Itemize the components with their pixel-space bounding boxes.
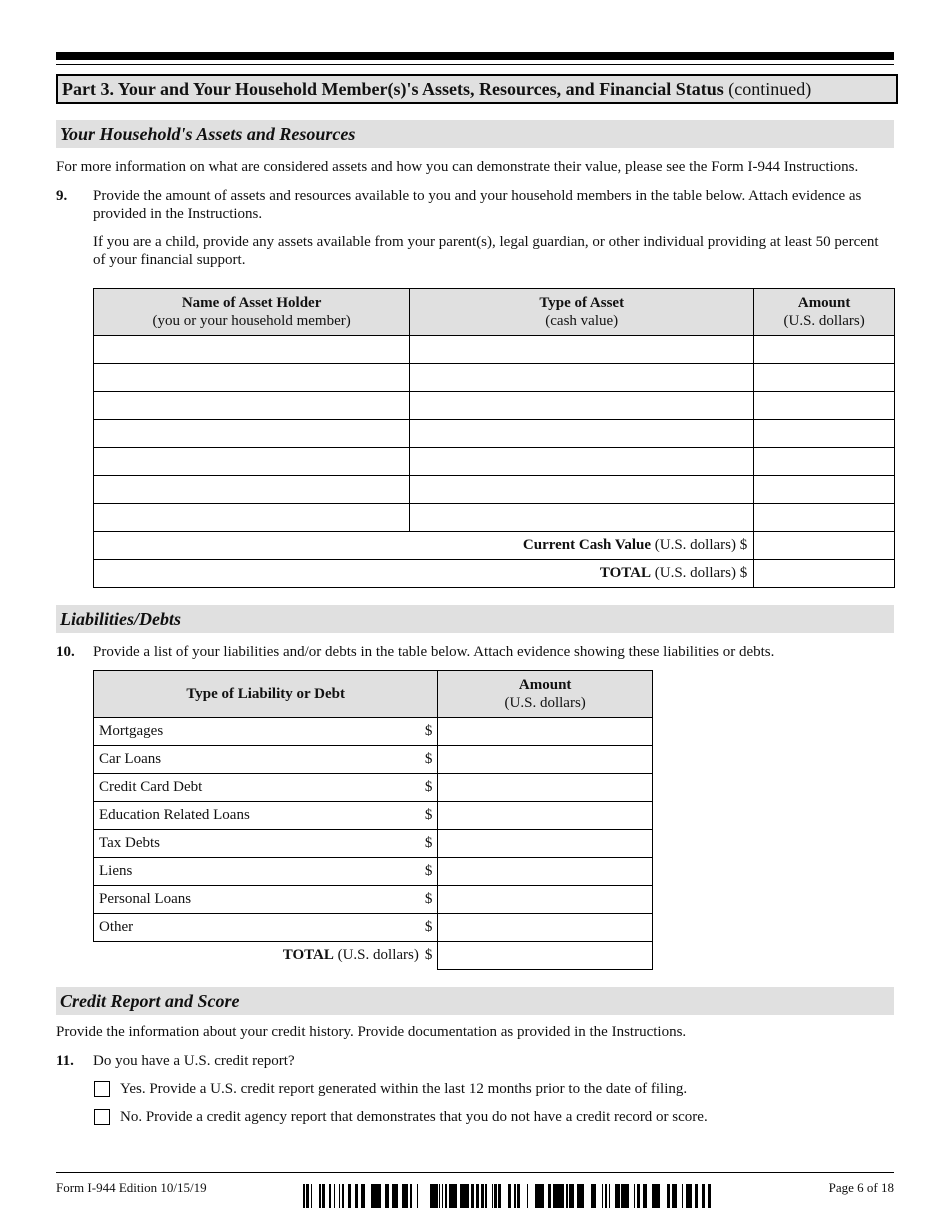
asset-type-input[interactable] [410,420,754,448]
liability-label: Personal Loans [99,891,192,907]
asset-holder-input[interactable] [94,504,410,532]
dollar-sign: $ [424,863,433,879]
asset-holder-input[interactable] [94,476,410,504]
page-number: Page 6 of 18 [828,1180,894,1195]
table-row [94,802,653,830]
asset-holder-input[interactable] [94,336,410,364]
asset-amount-input[interactable] [754,392,895,420]
asset-amount-input[interactable] [754,476,895,504]
liabilities-total-input[interactable] [438,942,653,970]
liability-label: Credit Card Debt [99,779,203,795]
liability-amount-input[interactable] [438,802,653,830]
table-row [94,746,653,774]
col-asset-holder: Name of Asset Holder (you or your household member) [94,289,410,336]
table-row [94,858,653,886]
current-cash-row [94,532,895,560]
asset-holder-input[interactable] [94,364,410,392]
asset-holder-input[interactable] [94,392,410,420]
asset-amount-input[interactable] [754,364,895,392]
liability-amount-input[interactable] [438,830,653,858]
col-asset-type: Type of Asset (cash value) [410,289,754,336]
dollar-sign: $ [424,807,433,823]
assets-total-input[interactable] [754,560,895,588]
table-row [94,886,653,914]
assets-total-label: TOTAL (U.S. dollars) $ [94,560,754,588]
table-row [94,420,895,448]
liability-label: Other [99,919,134,935]
dollar-sign: $ [424,835,433,851]
q10-text: Provide a list of your liabilities and/or debts in the table below. Attach evidence showing these liabilities or debts. [93,644,775,660]
liabilities-total-row [94,942,653,970]
liabilities-table [93,670,653,970]
q11-number: 11. [56,1053,74,1069]
top-rule-thin [56,64,894,65]
table-row [94,448,895,476]
part-header [56,74,898,104]
liability-label: Liens [99,863,133,879]
asset-type-input[interactable] [410,504,754,532]
table-row [94,392,895,420]
liability-amount-input[interactable] [438,746,653,774]
asset-amount-input[interactable] [754,420,895,448]
asset-amount-input[interactable] [754,504,895,532]
asset-holder-input[interactable] [94,420,410,448]
credit-intro: Provide the information about your credit history. Provide documentation as provided in the Instructions. [56,1024,687,1040]
q9-text: Provide the amount of assets and resources available to you and your household members in the table below. Attach evidence as provided in the Instructions. [93,188,862,222]
part-title-suffix: (continued) [723,79,812,99]
liability-amount-input[interactable] [438,774,653,802]
dollar-sign: $ [424,891,433,907]
asset-type-input[interactable] [410,364,754,392]
liabilities-total-label: TOTAL (U.S. dollars) $ [282,947,433,964]
dollar-sign: $ [424,723,433,739]
table-row [94,718,653,746]
no-option-label: No. Provide a credit agency report that demonstrates that you do not have a credit record or score. [120,1109,708,1125]
liability-label: Mortgages [99,723,164,739]
dollar-sign: $ [424,947,433,964]
liability-amount-input[interactable] [438,914,653,942]
table-row [94,476,895,504]
assets-section-title: Your Household's Assets and Resources [56,120,894,148]
dollar-sign: $ [424,751,433,767]
col-liability-type: Type of Liability or Debt [94,671,438,718]
liability-label: Education Related Loans [99,807,250,823]
yes-option-label: Yes. Provide a U.S. credit report generated within the last 12 months prior to the date of filing. [120,1081,688,1097]
dollar-sign: $ [424,779,433,795]
q9-child-text: If you are a child, provide any assets available from your parent(s), legal guardian, or other individual providing at least 50 percent of your financial support. [93,234,879,268]
footer-rule [56,1172,894,1173]
part-title: Part 3. Your and Your Household Member(s)'s Assets, Resources, and Financial Status [62,79,724,99]
current-cash-label: Current Cash Value (U.S. dollars) $ [94,532,754,560]
form-edition: Form I-944 Edition 10/15/19 [56,1180,207,1195]
liability-amount-input[interactable] [438,718,653,746]
asset-type-input[interactable] [410,392,754,420]
liability-amount-input[interactable] [438,858,653,886]
assets-intro: For more information on what are considered assets and how you can demonstrate their value, please see the Form I-944 Instructions. [56,159,859,175]
col-liability-amount: Amount (U.S. dollars) [438,671,653,718]
table-row [94,364,895,392]
dollar-sign: $ [424,919,433,935]
table-row [94,914,653,942]
table-row [94,336,895,364]
liability-label: Tax Debts [99,835,161,851]
liabilities-section-title: Liabilities/Debts [56,605,894,633]
no-checkbox[interactable] [94,1109,110,1130]
asset-amount-input[interactable] [754,336,895,364]
asset-amount-input[interactable] [754,448,895,476]
table-row [94,504,895,532]
q9-number: 9. [56,188,68,204]
liability-amount-input[interactable] [438,886,653,914]
assets-total-row [94,560,895,588]
current-cash-input[interactable] [754,532,895,560]
asset-type-input[interactable] [410,336,754,364]
credit-section-title: Credit Report and Score [56,987,894,1015]
top-rule-thick [56,52,894,60]
liabilities-table-header [94,671,653,718]
asset-type-input[interactable] [410,476,754,504]
asset-holder-input[interactable] [94,448,410,476]
assets-table-header [94,289,895,336]
yes-checkbox[interactable] [94,1081,110,1102]
assets-table [93,288,895,588]
asset-type-input[interactable] [410,448,754,476]
table-row [94,774,653,802]
barcode [303,1184,711,1208]
liability-label: Car Loans [99,751,162,767]
q11-text: Do you have a U.S. credit report? [93,1053,295,1069]
table-row [94,830,653,858]
q10-number: 10. [56,644,75,660]
col-asset-amount: Amount (U.S. dollars) [754,289,895,336]
